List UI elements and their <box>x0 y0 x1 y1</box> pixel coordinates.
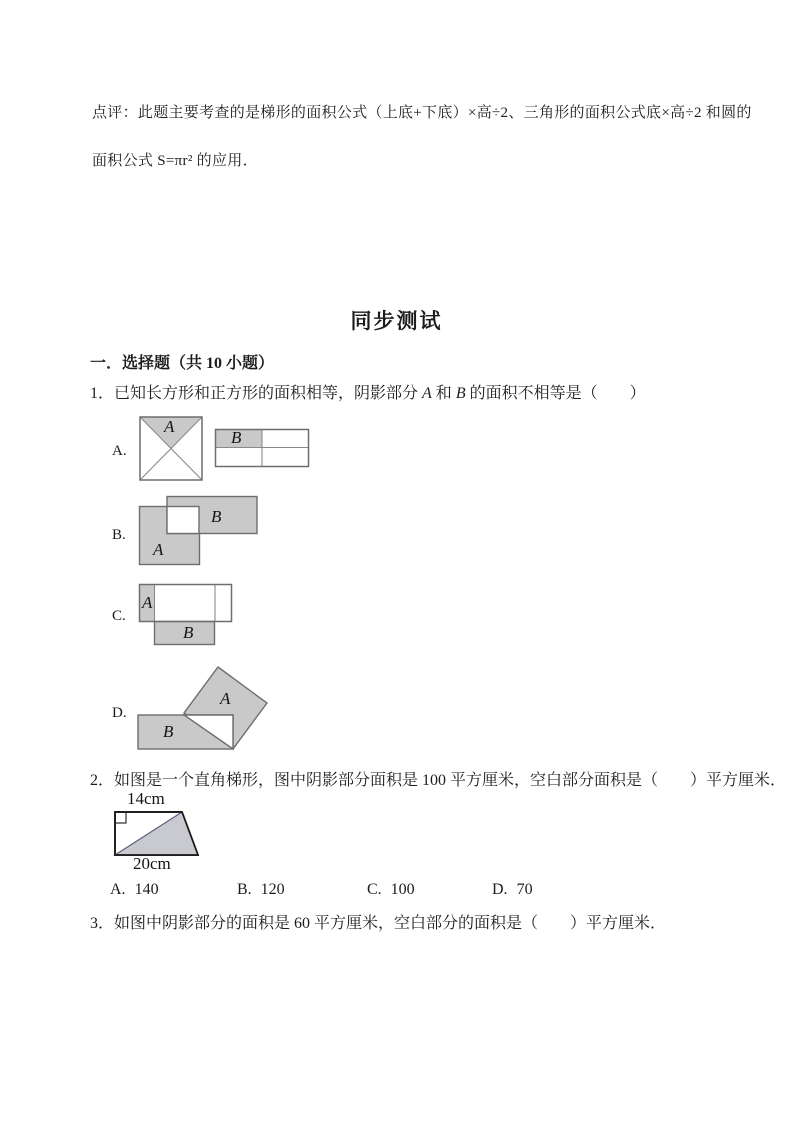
q2-choice-d-label: D. <box>492 881 508 898</box>
q1-option-a-label: A. <box>112 443 127 459</box>
q2-choice-a <box>110 881 159 899</box>
question-1-mid: 和 <box>435 385 452 402</box>
q2-choice-b <box>237 881 285 899</box>
q1-option-c-shape-label-b: B <box>183 623 194 642</box>
q1-option-d-label: D. <box>112 705 127 721</box>
page-title: 同步测试 <box>350 310 443 333</box>
question-1-prefix: 1．已知长方形和正方形的面积相等，阴影部分 <box>90 385 419 402</box>
question-3-text: 3．如图中阴影部分的面积是 60 平方厘米，空白部分的面积是（ ）平方厘米． <box>90 915 667 932</box>
question-1-var-b: B <box>455 385 466 402</box>
q1-option-a-shape-label-a: A <box>164 417 175 436</box>
q1-option-b-shape-label-a: A <box>153 540 164 559</box>
q2-choice-c-label: C. <box>367 881 382 898</box>
q2-choice-c <box>367 881 415 899</box>
question-1-var-a: A <box>422 385 432 402</box>
q1-option-a-grid-figure <box>214 428 310 468</box>
q2-choice-a-label: A. <box>110 881 126 898</box>
q2-dimension-label-bottom: 20cm <box>133 854 171 873</box>
q2-choice-a-value: 140 <box>134 881 159 898</box>
q1-option-c-shape-label-a: A <box>142 593 153 612</box>
question-1-text <box>90 384 646 404</box>
review-note-line-1: 点评：此题主要考查的是梯形的面积公式（上底+下底）×高÷2、三角形的面积公式底×高÷2 和圆的 <box>92 105 752 121</box>
question-1-suffix: 的面积不相等是（ ） <box>469 385 646 402</box>
section-heading: 一．选择题（共 10 小题） <box>90 355 275 372</box>
q1-option-d-shape-label-b: B <box>163 722 174 741</box>
question-2-text: 2．如图是一个直角梯形，图中阴影部分面积是 100 平方厘米，空白部分面积是（ ）平方厘米． <box>90 772 787 789</box>
q2-trapezoid-figure <box>111 808 203 859</box>
q1-option-d-shape-label-a: A <box>220 689 231 708</box>
q2-choice-d-value: 70 <box>516 881 533 898</box>
q2-choice-d <box>492 881 533 899</box>
q2-choice-b-label: B. <box>237 881 252 898</box>
review-note-line-2: 面积公式 S=πr² 的应用． <box>92 153 258 169</box>
q1-option-a-shape-label-b: B <box>231 428 242 447</box>
q1-option-d-figure <box>136 663 272 753</box>
q2-dimension-label-top: 14cm <box>127 789 165 808</box>
q2-choice-c-value: 100 <box>390 881 415 898</box>
q1-option-c-label: C. <box>112 608 126 624</box>
q2-choice-b-value: 120 <box>260 881 285 898</box>
q1-option-b-label: B. <box>112 527 126 543</box>
q1-option-b-shape-label-b: B <box>211 507 222 526</box>
